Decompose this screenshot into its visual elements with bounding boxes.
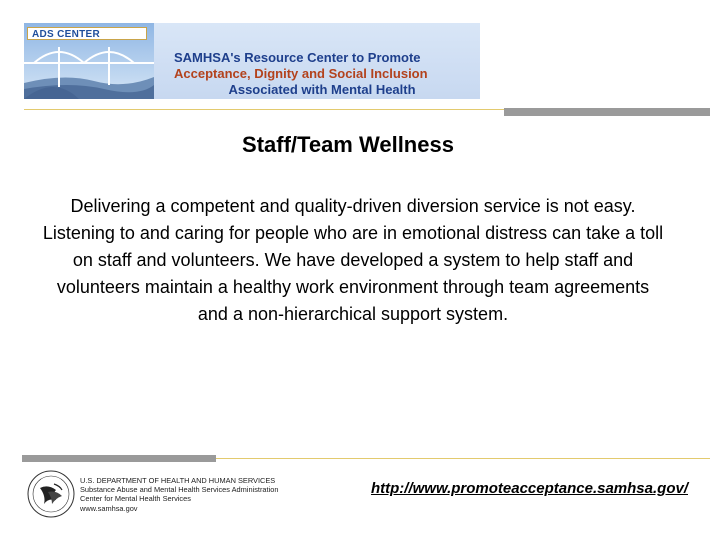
banner-line-1: SAMHSA's Resource Center to Promote bbox=[174, 50, 421, 65]
footer-divider bbox=[216, 458, 710, 459]
hhs-line-3: Center for Mental Health Services bbox=[80, 494, 191, 504]
hhs-line-1: U.S. DEPARTMENT OF HEALTH AND HUMAN SERVICES bbox=[80, 476, 276, 485]
header-banner bbox=[24, 23, 480, 99]
header-divider bbox=[24, 109, 504, 110]
hhs-agency-text bbox=[80, 476, 300, 513]
slide-body-text: Delivering a competent and quality-driven diversion service is not easy. Listening to and caring for people who are in emotional distress can take a toll on staff and volunteers. We have developed a system to help staff and volunteers maintain a healthy work environment through team agreements and a non-hierarchical support system. bbox=[42, 196, 664, 324]
banner-line-2: Acceptance, Dignity and Social Inclusion bbox=[174, 66, 428, 81]
banner-line-3: Associated with Mental Health bbox=[228, 82, 416, 97]
hhs-eagle-logo-icon bbox=[26, 468, 76, 520]
hhs-line-4: www.samhsa.gov bbox=[80, 503, 138, 513]
hhs-line-2: Substance Abuse and Mental Health Services Administration bbox=[80, 485, 279, 495]
slide-title: Staff/Team Wellness bbox=[242, 132, 454, 157]
ads-center-badge: ADS CENTER bbox=[27, 27, 147, 40]
header-accent-bar bbox=[504, 108, 710, 116]
banner-text bbox=[174, 50, 470, 98]
footer-accent-bar bbox=[22, 455, 216, 462]
website-link[interactable]: http://www.promoteacceptance.samhsa.gov/ bbox=[370, 480, 688, 497]
